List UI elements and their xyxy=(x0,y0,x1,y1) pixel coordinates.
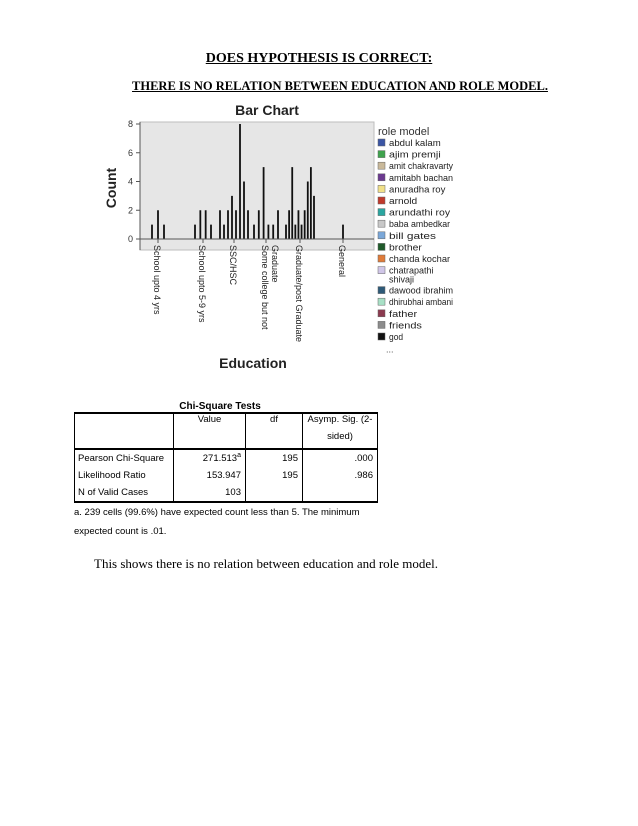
row-df xyxy=(246,484,303,502)
chi-square-table xyxy=(74,412,378,503)
header-blank-value xyxy=(174,431,246,449)
legend-label: amit chakravarty xyxy=(389,161,454,172)
legend-swatch xyxy=(378,287,385,294)
x-tick-label: Graduate xyxy=(270,245,280,283)
legend-label: friends xyxy=(389,320,423,331)
legend-label: god xyxy=(389,332,404,342)
legend-swatch xyxy=(378,321,385,328)
bar xyxy=(304,210,306,239)
legend-title: role model xyxy=(378,126,430,138)
legend-swatch xyxy=(378,139,385,146)
legend-label: shivaji xyxy=(389,274,415,285)
legend-swatch xyxy=(378,333,385,340)
bar xyxy=(231,196,233,239)
table-corner xyxy=(75,413,174,431)
table-footnote-2: expected count is .01. xyxy=(74,526,167,537)
bar xyxy=(268,225,270,239)
legend-label: dawood ibrahim xyxy=(389,285,453,296)
table-row xyxy=(75,449,378,467)
table-corner-2 xyxy=(75,431,174,449)
bar xyxy=(342,225,344,239)
bar xyxy=(294,225,296,239)
legend-swatch xyxy=(378,174,385,181)
legend-swatch xyxy=(378,209,385,216)
legend-swatch xyxy=(378,232,385,239)
legend-label: abdul kalam xyxy=(389,138,441,148)
header-sig-2: sided) xyxy=(303,431,378,449)
legend-swatch xyxy=(378,310,385,317)
header-blank-df xyxy=(246,431,303,449)
row-label: Pearson Chi-Square xyxy=(75,449,174,467)
bar xyxy=(288,210,290,239)
bar xyxy=(243,182,245,240)
bar xyxy=(235,210,237,239)
header-value: Value xyxy=(174,413,246,431)
bar xyxy=(194,225,196,239)
legend-label: chatrapathi xyxy=(389,265,434,276)
table-footnote: a. 239 cells (99.6%) have expected count less than 5. The minimum xyxy=(74,507,360,518)
y-tick-label: 2 xyxy=(127,205,133,216)
x-tick-label: Some college but not xyxy=(260,245,270,330)
bar xyxy=(307,182,309,240)
legend-swatch xyxy=(378,220,385,227)
row-df: 195 xyxy=(246,467,303,484)
legend-swatch xyxy=(378,298,385,305)
legend-label: dhirubhai ambani xyxy=(389,297,454,308)
legend-swatch xyxy=(378,185,385,192)
legend-swatch xyxy=(378,162,385,169)
y-tick-label: 8 xyxy=(127,119,133,129)
conclusion-text: This shows there is no relation between education and role model. xyxy=(94,556,439,571)
row-sig: .986 xyxy=(303,467,378,484)
table-title: Chi-Square Tests xyxy=(179,401,261,412)
header-df: df xyxy=(246,413,303,431)
bar xyxy=(258,210,260,239)
bar xyxy=(301,225,303,239)
bar xyxy=(247,210,249,239)
bar xyxy=(157,210,159,239)
bar xyxy=(223,225,225,239)
table-header-row-2 xyxy=(75,431,378,449)
legend-swatch xyxy=(378,151,385,158)
legend-label: bill gates xyxy=(389,230,437,241)
row-value: 153.947 xyxy=(174,467,246,484)
bar xyxy=(151,225,153,239)
bar xyxy=(285,225,287,239)
legend-label: ajim premji xyxy=(389,149,441,160)
x-tick-label: Graduate/post Graduate xyxy=(294,245,304,343)
y-tick-label: 6 xyxy=(127,147,133,158)
page-title: DOES HYPOTHESIS IS CORRECT: xyxy=(205,51,433,66)
row-sig: .000 xyxy=(303,449,378,467)
bar-chart xyxy=(100,98,460,368)
bar xyxy=(291,167,293,239)
x-tick-label: SSC/HSC xyxy=(228,245,238,286)
y-axis-label: Count xyxy=(103,167,119,209)
bar xyxy=(310,167,312,239)
x-tick-label: General xyxy=(337,245,347,278)
bar xyxy=(199,210,201,239)
row-sig xyxy=(303,484,378,502)
y-tick-label: 4 xyxy=(127,176,133,187)
legend-label: arundathi roy xyxy=(389,207,451,218)
row-label: Likelihood Ratio xyxy=(75,467,174,484)
x-axis-label: Education xyxy=(219,355,287,368)
y-tick-label: 0 xyxy=(127,234,133,244)
row-value: 271.513$^a$ xyxy=(174,449,246,467)
bar xyxy=(277,210,279,239)
bar xyxy=(253,225,255,239)
legend-label: arnold xyxy=(389,196,418,206)
bar xyxy=(205,210,207,239)
page-subtitle: THERE IS NO RELATION BETWEEN EDUCATION AND ROLE MODEL. xyxy=(132,79,548,93)
legend-label: amitabh bachan xyxy=(389,172,453,183)
x-tick-label: School upto 5-9 yrs xyxy=(197,245,207,323)
table-header-row xyxy=(75,413,378,431)
legend-label: baba ambedkar xyxy=(389,219,451,230)
bar xyxy=(219,210,221,239)
x-tick-label: School upto 4 yrs xyxy=(152,245,162,315)
legend-label: father xyxy=(389,308,418,319)
legend-swatch xyxy=(378,267,385,274)
plot-area xyxy=(140,122,374,250)
legend-label: chanda kochar xyxy=(389,254,451,264)
header-sig: Asymp. Sig. (2- xyxy=(303,413,378,431)
chart-title: Bar Chart xyxy=(235,102,299,118)
row-label: N of Valid Cases xyxy=(75,484,174,502)
bar xyxy=(313,196,315,239)
legend-more: ... xyxy=(386,344,394,355)
row-value: 103 xyxy=(174,484,246,502)
legend-label: anuradha roy xyxy=(389,184,446,195)
legend-label: brother xyxy=(389,242,422,253)
row-df: 195 xyxy=(246,449,303,467)
bar xyxy=(239,124,241,239)
bar xyxy=(298,210,300,239)
bar xyxy=(227,210,229,239)
table-row xyxy=(75,467,378,484)
bar xyxy=(272,225,274,239)
bar xyxy=(163,225,165,239)
bar xyxy=(210,225,212,239)
legend-swatch xyxy=(378,197,385,204)
bar xyxy=(263,167,265,239)
table-row xyxy=(75,484,378,502)
legend-swatch xyxy=(378,243,385,250)
legend-swatch xyxy=(378,255,385,262)
